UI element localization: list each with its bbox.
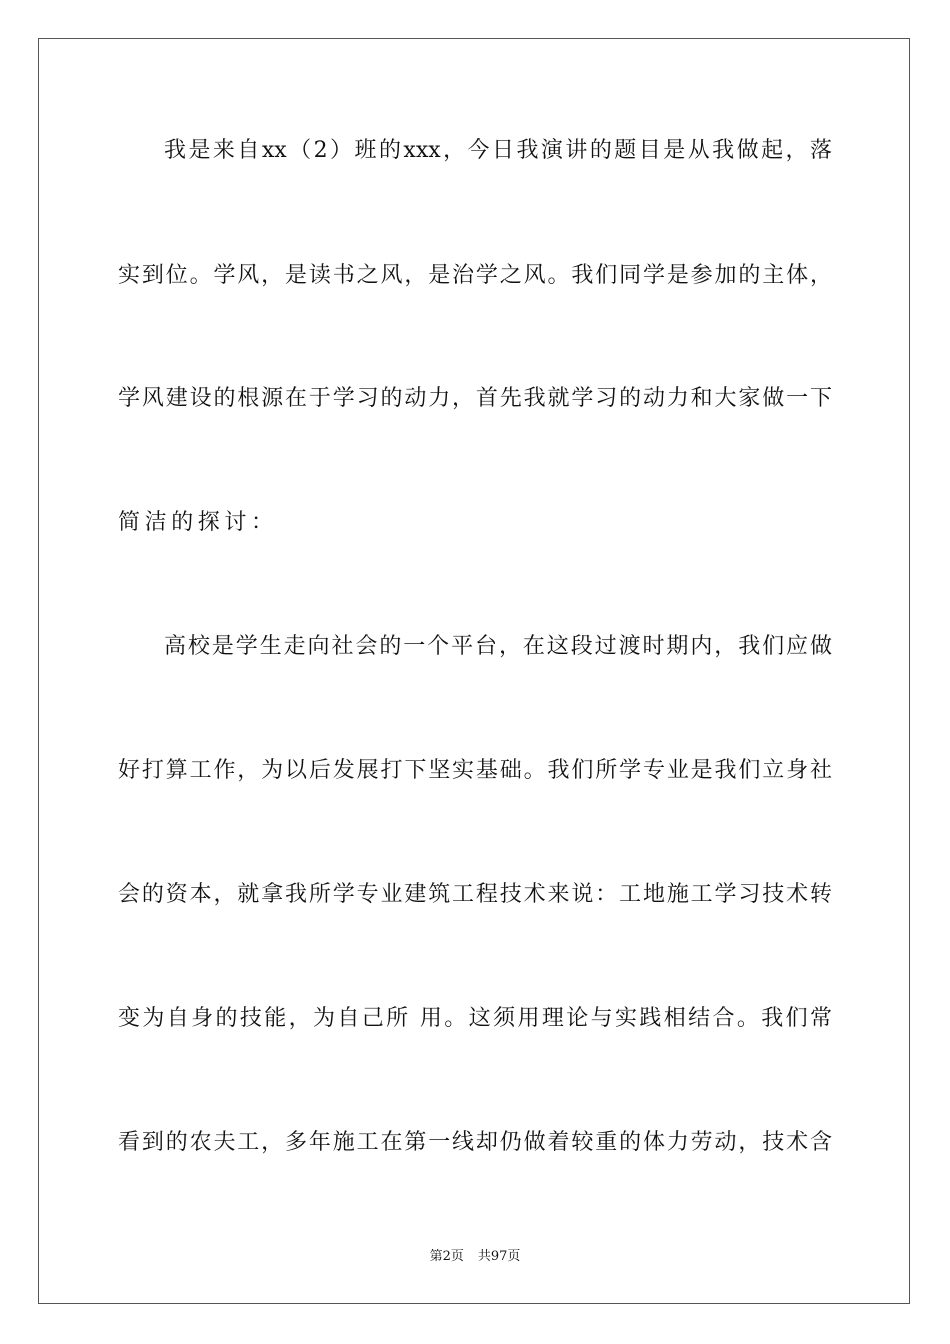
page-footer: [0, 1248, 950, 1266]
paragraph-1-line-2: 实到位。学风，是读书之风，是治学之风。我们同学是参加的主体，: [118, 263, 832, 288]
page-number: 第2页: [429, 1249, 464, 1264]
paragraph-2-line-3: 会的资本，就拿我所学专业建筑工程技术来说：工地施工学习技术转: [118, 882, 832, 907]
paragraph-1-line-3: 学风建设的根源在于学习的动力，首先我就学习的动力和大家做一下: [118, 386, 832, 411]
paragraph-2-line-2: 好打算工作，为以后发展打下坚实基础。我们所学专业是我们立身社: [118, 758, 832, 783]
paragraph-2-line-5: 看到的农夫工，多年施工在第一线却仍做着较重的体力劳动，技术含: [118, 1130, 832, 1155]
page-total: 共97页: [477, 1249, 521, 1264]
paragraph-1-line-1: 我是来自xx（2）班的xxx，今日我演讲的题目是从我做起，落: [164, 138, 832, 163]
page-border: [38, 38, 910, 1304]
paragraph-2-line-4: 变为自身的技能，为自己所 用。这须用理论与实践相结合。我们常: [118, 1006, 832, 1031]
paragraph-2-line-1: 高校是学生走向社会的一个平台，在这段过渡时期内，我们应做: [164, 634, 832, 659]
paragraph-1-line-4: 简洁的探讨：: [118, 510, 278, 535]
